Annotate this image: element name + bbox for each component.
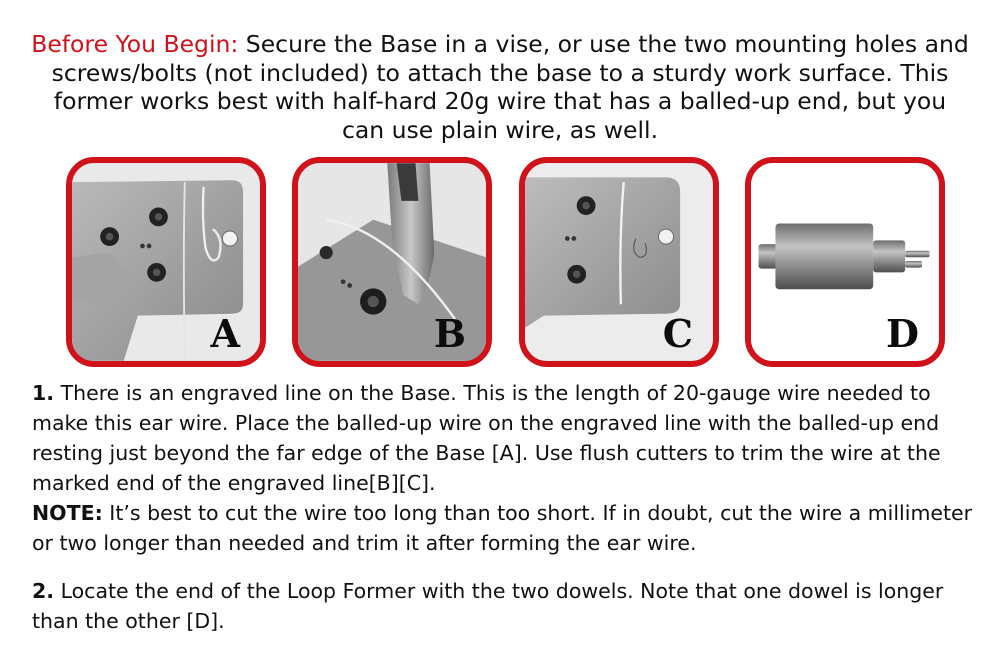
photo-b (292, 157, 492, 367)
intro-paragraph (30, 30, 970, 144)
photo-a (66, 157, 266, 367)
intro-text: Secure the Base in a vise, or use the two mounting holes and screws/bolts (not included) to attach the base to a sturdy work surface. This former works best with half-hard 20g wire that has a balled-up end, but you can use plain wire, as well. (51, 30, 969, 144)
photo-d (745, 157, 945, 367)
intro-lead: Before You Begin: (31, 30, 239, 58)
step-1 (32, 378, 977, 498)
steps-section (32, 378, 977, 636)
photo-label-c: C (662, 311, 693, 356)
photo-label-a: A (210, 311, 240, 356)
photo-label-b: B (433, 311, 466, 356)
step-2-number: 2. (32, 579, 55, 603)
photo-c (519, 157, 719, 367)
step-1-text: There is an engraved line on the Base. This is the length of 20-gauge wire needed to make this ear wire. Place the balled-up wire on the engraved line with the balled-up end resting just beyond the far edge of the Base [A]. Use flush cutters to trim the wire at the marked end of the engraved line[B][C]. (32, 381, 941, 495)
photo-label-d: D (886, 311, 919, 356)
note-label: NOTE: (32, 501, 103, 525)
step-1-number: 1. (32, 381, 55, 405)
step-2-text: Locate the end of the Loop Former with the two dowels. Note that one dowel is longer than the other [D]. (32, 579, 944, 633)
step-2 (32, 576, 977, 636)
photo-row (0, 157, 1000, 369)
note (32, 498, 977, 558)
note-text: It’s best to cut the wire too long than too short. If in doubt, cut the wire a millimeter or two longer than needed and trim it after forming the ear wire. (32, 501, 973, 555)
